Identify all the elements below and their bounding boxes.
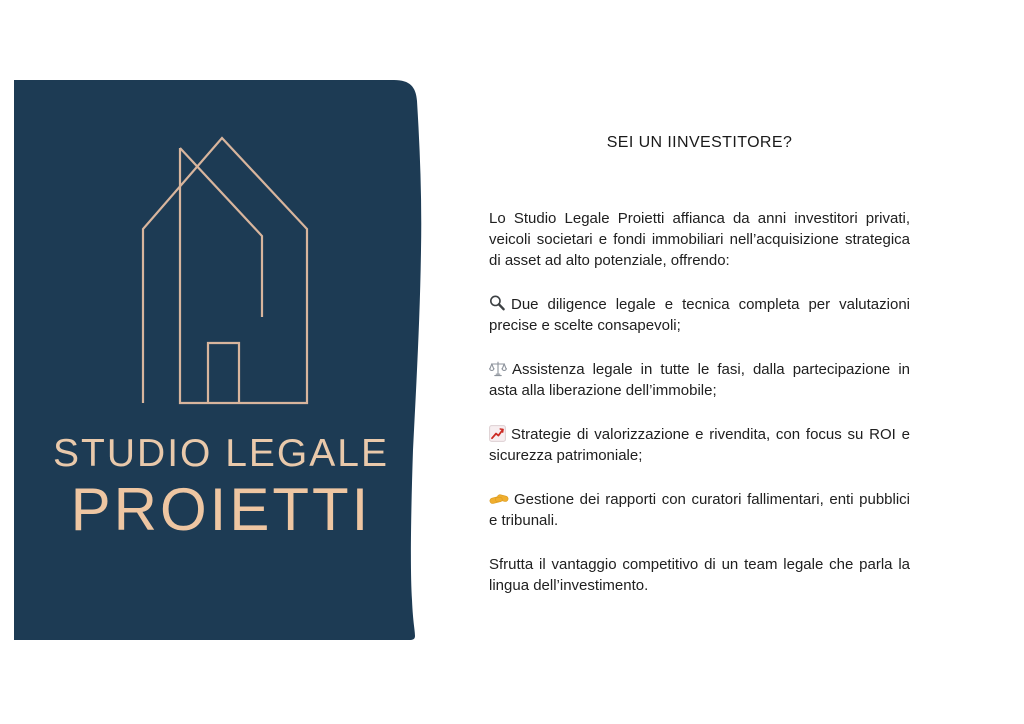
bullet-strategie — [489, 424, 910, 466]
bullet-text: Gestione dei rapporti con curatori fallimentari, enti pubblici e tribunali. — [489, 491, 910, 529]
bullet-text: Due diligence legale e tecnica completa per valutazioni precise e scelte consapevoli; — [489, 296, 910, 334]
bullet-assistenza — [489, 359, 910, 401]
brand-panel — [14, 80, 426, 642]
handshake-icon — [489, 492, 509, 507]
intro-paragraph: Lo Studio Legale Proietti affianca da anni investitori privati, veicoli societari e fondi immobiliari nell’acquisizione strategica di asset ad alto potenziale, offrendo: — [489, 210, 910, 269]
bullet-text: Strategie di valorizzazione e rivendita, con focus su ROI e sicurezza patrimoniale; — [489, 426, 910, 464]
chart-increasing-icon — [489, 425, 506, 442]
magnifier-icon — [489, 295, 506, 312]
bullet-due-diligence — [489, 294, 910, 336]
closing-paragraph: Sfrutta il vantaggio competitivo di un team legale che parla la lingua dell’investimento. — [489, 556, 910, 594]
content-column — [489, 132, 910, 596]
brand-name-line1: STUDIO LEGALE — [53, 432, 389, 475]
scales-icon — [489, 361, 507, 377]
bullet-text: Assistenza legale in tutte le fasi, dalla partecipazione in asta alla liberazione dell’immobile; — [489, 361, 910, 399]
brand-panel-shape — [14, 80, 421, 640]
brand-name-line2: PROIETTI — [70, 476, 372, 543]
page-title: SEI UN IINVESTITORE? — [606, 134, 793, 151]
bullet-gestione — [489, 489, 910, 531]
